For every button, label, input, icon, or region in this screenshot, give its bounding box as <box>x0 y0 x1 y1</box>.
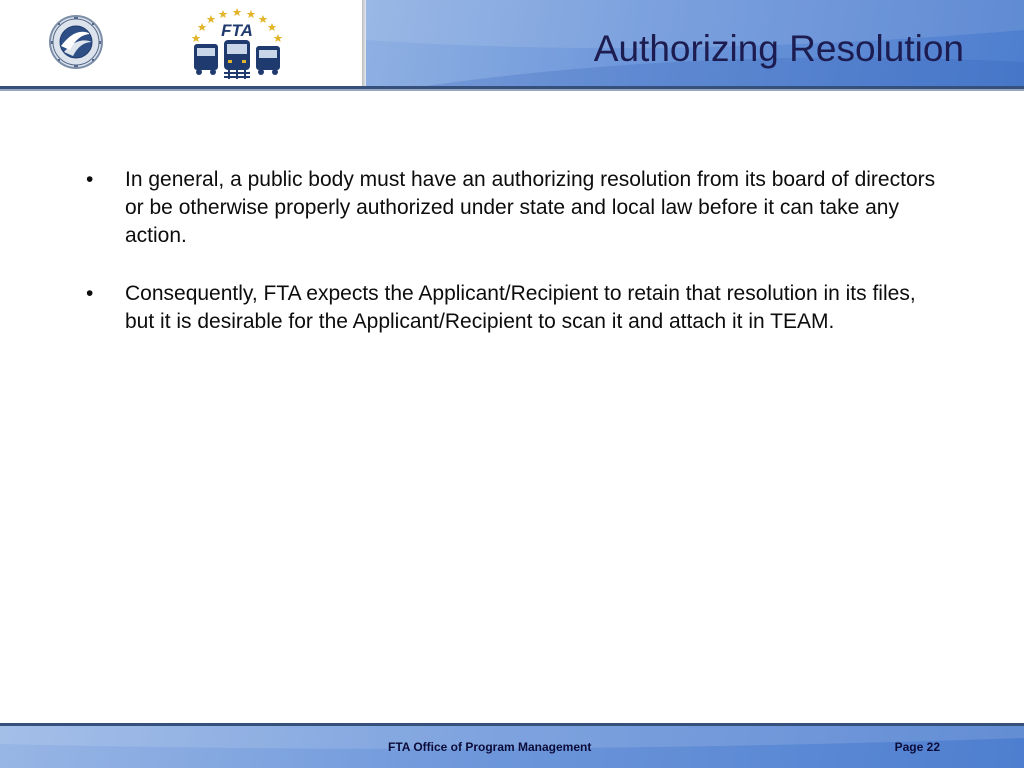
footer-office-label: FTA Office of Program Management <box>388 740 592 754</box>
header-rule-shadow <box>0 89 1024 91</box>
slide-footer <box>0 726 1024 768</box>
logo-panel <box>0 0 362 86</box>
fta-logo-icon <box>188 6 286 80</box>
slide-body <box>86 166 946 366</box>
bullet-text: In general, a public body must have an authorizing resolution from its board of directors or be otherwise properly authorized under state and local law before it can take any action. <box>125 168 936 247</box>
slide-header <box>0 0 1024 88</box>
footer-page-number: Page 22 <box>894 740 940 754</box>
dot-seal-icon <box>48 14 104 70</box>
bullet-item <box>86 280 946 336</box>
bullet-glyph: • <box>86 168 94 191</box>
slide-title: Authorizing Resolution <box>593 28 964 69</box>
bullet-text: Consequently, FTA expects the Applicant/Recipient to retain that resolution in its files, but it is desirable for the Applicant/Recipient to scan it and attach it in TEAM. <box>125 282 916 333</box>
bullet-item <box>86 166 946 250</box>
bullet-glyph: • <box>86 282 94 305</box>
fta-logo-text: FTA <box>221 21 253 40</box>
